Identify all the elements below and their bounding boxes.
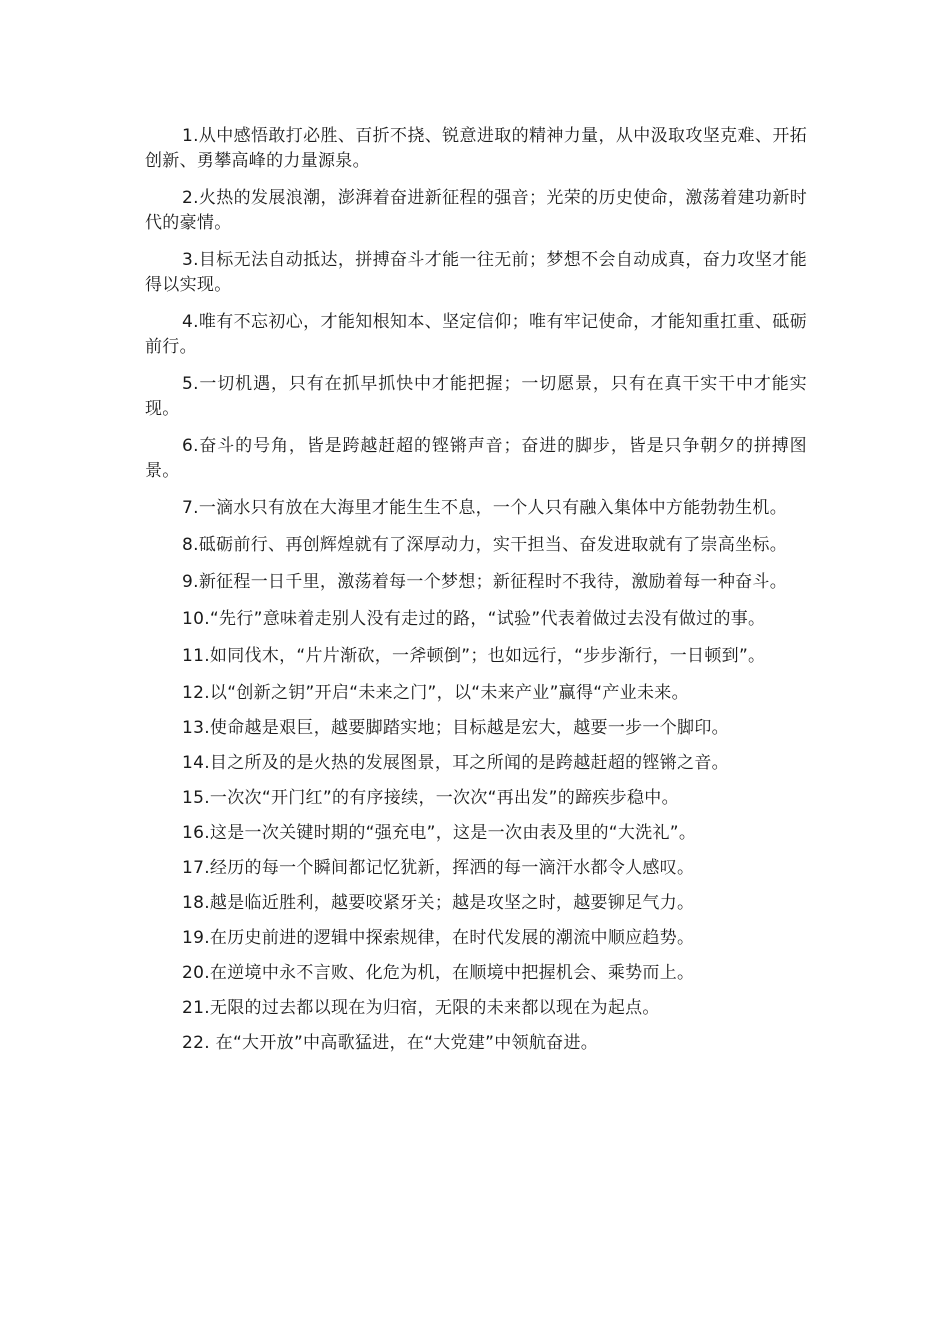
paragraph-13: 13.使命越是艰巨，越要脚踏实地；目标越是宏大，越要一步一个脚印。	[182, 718, 729, 738]
paragraph-2: 2.火热的发展浪潮，澎湃着奋进新征程的强音；光荣的历史使命，激荡着建功新时代的豪情。	[145, 188, 807, 233]
paragraph-6: 6.奋斗的号角，皆是跨越赶超的铿锵声音；奋进的脚步，皆是只争朝夕的拼搏图景。	[145, 436, 807, 481]
paragraph-19: 19.在历史前进的逻辑中探索规律，在时代发展的潮流中顺应趋势。	[182, 928, 695, 948]
paragraph-1: 1.从中感悟敢打必胜、百折不挠、锐意进取的精神力量，从中汲取攻坚克难、开拓创新、勇攀高峰的力量源泉。	[145, 126, 807, 171]
paragraph-18: 18.越是临近胜利，越要咬紧牙关；越是攻坚之时，越要铆足气力。	[182, 893, 695, 913]
paragraph-11: 11.如同伐木，“片片渐砍，一斧顿倒”；也如远行，“步步渐行，一日顿到”。	[182, 646, 766, 666]
paragraph-17: 17.经历的每一个瞬间都记忆犹新，挥洒的每一滴汗水都令人感叹。	[182, 858, 695, 878]
paragraph-21: 21.无限的过去都以现在为归宿，无限的未来都以现在为起点。	[182, 998, 660, 1018]
paragraph-8: 8.砥砺前行、再创辉煌就有了深厚动力，实干担当、奋发进取就有了崇高坐标。	[182, 535, 788, 555]
paragraph-9: 9.新征程一日千里，激荡着每一个梦想；新征程时不我待，激励着每一种奋斗。	[182, 572, 788, 592]
paragraph-5: 5.一切机遇，只有在抓早抓快中才能把握；一切愿景，只有在真干实干中才能实现。	[145, 374, 807, 419]
document-body	[145, 124, 807, 1066]
paragraph-10: 10.“先行”意味着走别人没有走过的路，“试验”代表着做过去没有做过的事。	[182, 609, 766, 629]
paragraph-15: 15.一次次“开门红”的有序接续，一次次“再出发”的蹄疾步稳中。	[182, 788, 679, 808]
paragraph-4: 4.唯有不忘初心，才能知根知本、坚定信仰；唯有牢记使命，才能知重扛重、砥砺前行。	[145, 312, 807, 357]
paragraph-3: 3.目标无法自动抵达，拼搏奋斗才能一往无前；梦想不会自动成真，奋力攻坚才能得以实现。	[145, 250, 807, 295]
paragraph-16: 16.这是一次关键时期的“强充电”，这是一次由表及里的“大洗礼”。	[182, 823, 697, 843]
paragraph-12: 12.以“创新之钥”开启“未来之门”，以“未来产业”赢得“产业未来。	[182, 683, 689, 703]
paragraph-7: 7.一滴水只有放在大海里才能生生不息，一个人只有融入集体中方能勃勃生机。	[182, 498, 788, 518]
paragraph-22: 22. 在“大开放”中高歌猛进，在“大党建”中领航奋进。	[182, 1033, 599, 1053]
paragraph-20: 20.在逆境中永不言败、化危为机，在顺境中把握机会、乘势而上。	[182, 963, 695, 983]
paragraph-14: 14.目之所及的是火热的发展图景，耳之所闻的是跨越赶超的铿锵之音。	[182, 753, 729, 773]
